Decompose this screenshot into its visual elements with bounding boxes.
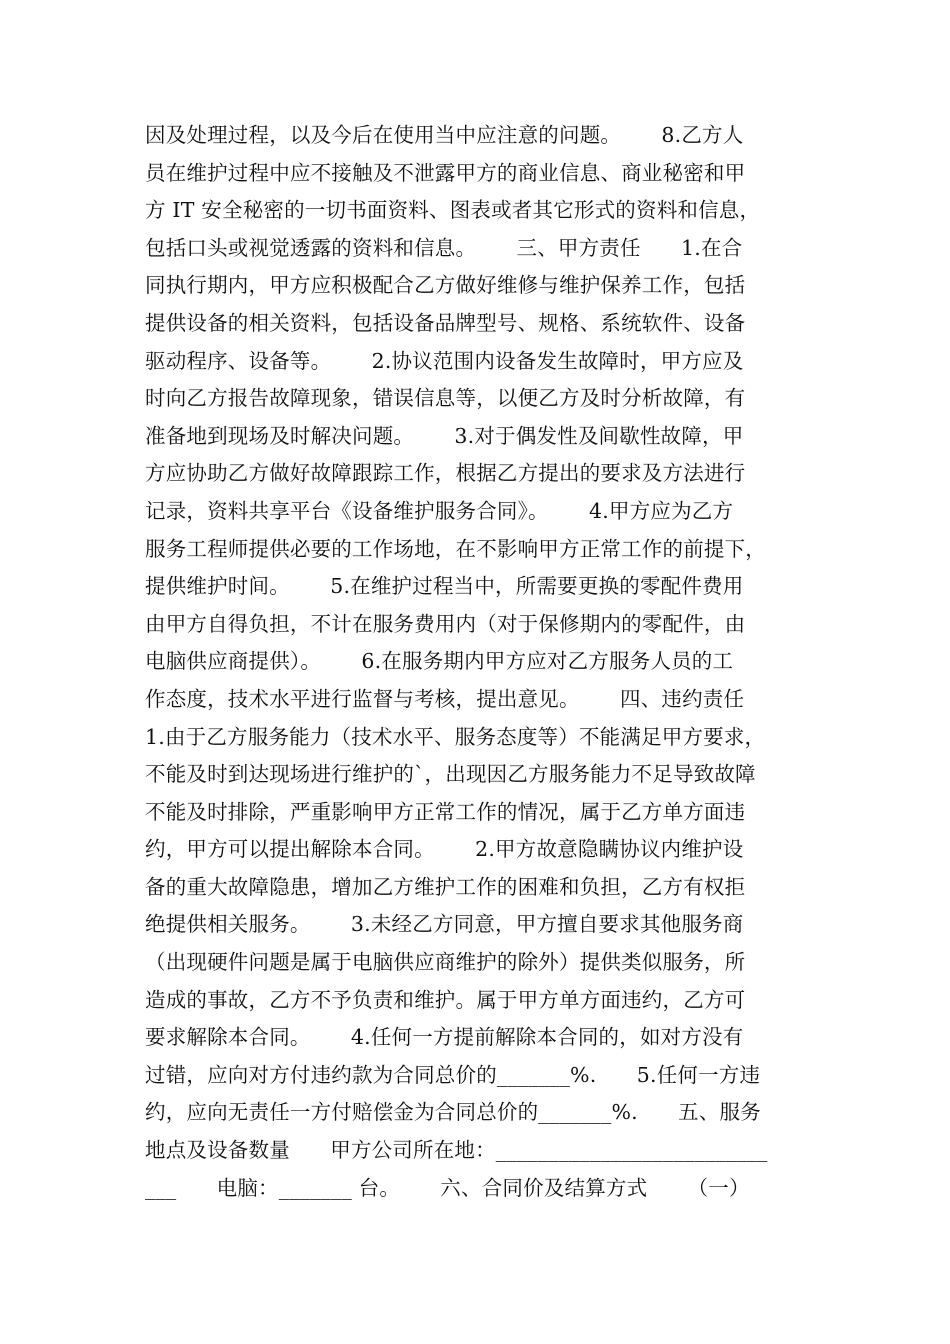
text-line: 准备地到现场及时解决问题。 3.对于偶发性及间歇性故障，甲 xyxy=(145,423,744,448)
text-line: 过错，应向对方付违约款为合同总价的_______%. 5.任何一方违 xyxy=(145,1062,761,1087)
text-line: 要求解除本合同。 4.任何一方提前解除本合同的，如对方没有 xyxy=(145,1025,744,1050)
text-line: 造成的事故，乙方不予负责和维护。属于甲方单方面违约，乙方可 xyxy=(145,987,746,1012)
text-line: 绝提供相关服务。 3.未经乙方同意，甲方擅自要求其他服务商 xyxy=(145,912,744,937)
text-line: 服务工程师提供必要的工作场地，在不影响甲方正常工作的前提下， xyxy=(145,536,766,561)
text-line: 1.由于乙方服务能力（技术水平、服务态度等）不能满足甲方要求， xyxy=(145,724,766,749)
text-line: 同执行期内，甲方应积极配合乙方做好维修与维护保养工作，包括 xyxy=(145,273,746,298)
text-line: 记录，资料共享平台《设备维护服务合同》。 4.甲方应为乙方 xyxy=(145,498,734,523)
text-line: 提供设备的相关资料，包括设备品牌型号、规格、系统软件、设备 xyxy=(145,310,746,335)
text-line: 时向乙方报告故障现象，错误信息等，以便乙方及时分析故障，有 xyxy=(145,386,746,411)
text-line: 方应协助乙方做好故障跟踪工作，根据乙方提出的要求及方法进行 xyxy=(145,461,746,486)
text-line: （出现硬件问题是属于电脑供应商维护的除外）提供类似服务，所 xyxy=(145,950,746,975)
text-line: 不能及时到达现场进行维护的`，出现因乙方服务能力不足导致故障 xyxy=(145,762,756,787)
text-line: 由甲方自得负担，不计在服务费用内（对于保修期内的零配件，由 xyxy=(145,611,746,636)
text-line: 作态度，技术水平进行监督与考核，提出意见。 四、违约责任 xyxy=(145,686,745,711)
text-line: 约，应向无责任一方付赔偿金为合同总价的_______%. 五、服务 xyxy=(145,1100,761,1125)
text-line: 备的重大故障隐患，增加乙方维护工作的困难和负担，乙方有权拒 xyxy=(145,874,746,899)
text-line: 提供维护时间。 5.在维护过程当中，所需要更换的零配件费用 xyxy=(145,574,744,599)
text-line: 地点及设备数量 甲方公司所在地：__________________________ xyxy=(145,1138,768,1163)
text-line: 电脑供应商提供）。 6.在服务期内甲方应对乙方服务人员的工 xyxy=(145,649,734,674)
text-line: 因及处理过程，以及今后在使用当中应注意的问题。 8.乙方人 xyxy=(145,123,744,147)
text-line: 包括口头或视觉透露的资料和信息。 三、甲方责任 1.在合 xyxy=(145,235,743,260)
text-line: 驱动程序、设备等。 2.协议范围内设备发生故障时，甲方应及 xyxy=(145,348,744,373)
text-line: 员在维护过程中应不接触及不泄露甲方的商业信息、商业秘密和甲 xyxy=(145,160,746,185)
contract-text-body xyxy=(145,117,815,1207)
text-line: ___ 电脑：_______ 台。 六、合同价及结算方式 （一） xyxy=(145,1175,750,1200)
text-line: 方 IT 安全秘密的一切书面资料、图表或者其它形式的资料和信息， xyxy=(145,198,761,223)
text-line: 约，甲方可以提出解除本合同。 2.甲方故意隐瞒协议内维护设 xyxy=(145,837,744,862)
text-line: 不能及时排除，严重影响甲方正常工作的情况，属于乙方单方面违 xyxy=(145,799,746,824)
